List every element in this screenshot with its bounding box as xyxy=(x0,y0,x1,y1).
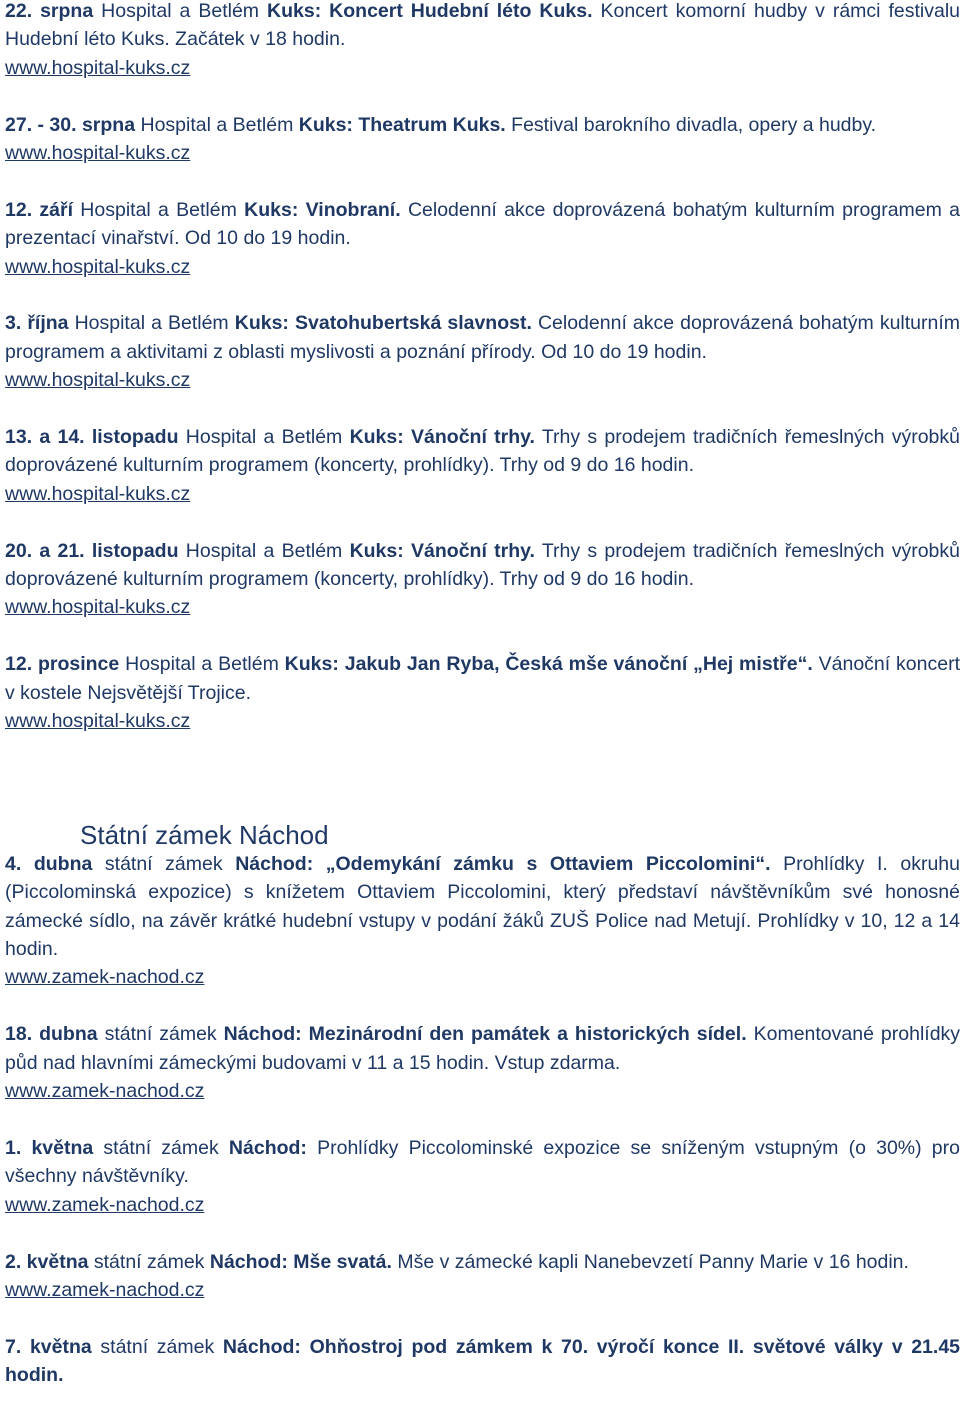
event-date: 2. května xyxy=(5,1250,89,1273)
event-link[interactable]: www.zamek-nachod.cz xyxy=(5,1278,205,1301)
event-title: Ohňostroj pod zámkem k 70. výročí konce II. světové války v 21.45 hodin. xyxy=(5,1335,960,1387)
event-link[interactable]: www.hospital-kuks.cz xyxy=(5,482,191,505)
event-date: 12. prosince xyxy=(5,653,120,676)
event-place: Náchod: xyxy=(223,1023,302,1046)
event-date: 13. a 14. listopadu xyxy=(5,426,179,449)
event-text xyxy=(5,537,960,594)
event-title: Vánoční trhy. xyxy=(411,426,535,449)
event-place: Kuks: xyxy=(349,539,404,562)
event-entry xyxy=(5,1134,960,1219)
event-entry xyxy=(5,537,960,622)
event-place: Kuks: xyxy=(284,653,339,676)
event-text xyxy=(5,309,960,366)
event-date: 4. dubna xyxy=(5,852,93,875)
event-description: Koncert komorní hudby v rámci festivalu Hudební léto Kuks. Začátek v 18 hodin. xyxy=(5,0,960,51)
event-entry xyxy=(5,111,960,168)
event-place: Kuks: xyxy=(267,0,322,22)
event-venue: Hospital a Betlém xyxy=(101,0,260,22)
event-title: „Odemykání zámku s Ottaviem Piccolomini“. xyxy=(325,852,771,875)
event-venue: státní zámek xyxy=(100,1335,215,1358)
event-place: Náchod: xyxy=(222,1335,301,1358)
event-link[interactable]: www.hospital-kuks.cz xyxy=(5,596,191,619)
event-entry xyxy=(5,1248,960,1305)
event-date: 27. - 30. srpna xyxy=(5,113,136,136)
section-spacer xyxy=(5,764,960,820)
event-link[interactable]: www.hospital-kuks.cz xyxy=(5,369,191,392)
document-page xyxy=(5,0,960,1418)
event-place: Kuks: xyxy=(349,426,404,449)
event-entry xyxy=(5,850,960,992)
event-place: Kuks: xyxy=(244,198,299,221)
event-link[interactable]: www.hospital-kuks.cz xyxy=(5,255,191,278)
event-entry xyxy=(5,1333,960,1390)
event-description: Trhy s prodejem tradičních řemeslných výrobků doprovázené kulturním programem (koncerty, prohlídky). Trhy od 9 do 16 hodin. xyxy=(5,426,960,477)
event-description: Festival barokního divadla, opery a hudby. xyxy=(511,113,877,136)
event-description: Prohlídky I. okruhu (Piccolominská expozice) s knížetem Ottaviem Piccolomini, který představí návštěvníkům své honosné zámecké sídlo, na závěr krátké hudební vstupy v podání žáků ZUŠ Police nad Metují. Prohlídky v 10, 12 a 14 hodin. xyxy=(5,852,960,961)
event-place: Kuks: xyxy=(298,113,353,136)
event-title: Mezinárodní den památek a historických sídel. xyxy=(308,1023,747,1046)
event-link[interactable]: www.hospital-kuks.cz xyxy=(5,56,191,79)
event-venue: Hospital a Betlém xyxy=(125,653,279,676)
event-text xyxy=(5,423,960,480)
event-place: Kuks: xyxy=(234,312,289,335)
event-description: Prohlídky Piccolominské expozice se sníženým vstupným (o 30%) pro všechny návštěvníky. xyxy=(5,1136,960,1188)
event-description: Vánoční koncert v kostele Nejsvětější Trojice. xyxy=(5,653,960,704)
event-venue: Hospital a Betlém xyxy=(140,113,294,136)
event-description: Celodenní akce doprovázená bohatým kulturním programem a prezentací vinařství. Od 10 do 19 hodin. xyxy=(5,198,960,250)
event-venue: státní zámek xyxy=(104,1023,217,1046)
event-entry xyxy=(5,0,960,82)
event-venue: státní zámek xyxy=(93,1250,205,1273)
event-text xyxy=(5,196,960,253)
event-link[interactable]: www.zamek-nachod.cz xyxy=(5,1080,205,1103)
event-text xyxy=(5,111,960,139)
event-title: Vinobraní. xyxy=(305,198,401,221)
event-venue: státní zámek xyxy=(104,852,223,875)
event-title: Mše svatá. xyxy=(293,1250,392,1273)
event-venue: Hospital a Betlém xyxy=(185,539,343,562)
event-link[interactable]: www.zamek-nachod.cz xyxy=(5,1193,205,1216)
event-title: Koncert Hudební léto Kuks. xyxy=(329,0,593,22)
section-heading: Státní zámek Náchod xyxy=(80,819,329,850)
event-entry xyxy=(5,1020,960,1105)
event-link[interactable]: www.zamek-nachod.cz xyxy=(5,966,205,989)
event-date: 7. května xyxy=(5,1335,92,1358)
event-place: Náchod: xyxy=(228,1136,307,1159)
event-venue: Hospital a Betlém xyxy=(185,426,343,449)
event-link[interactable]: www.hospital-kuks.cz xyxy=(5,710,191,733)
event-date: 22. srpna xyxy=(5,0,94,22)
event-date: 3. října xyxy=(5,312,69,335)
event-text xyxy=(5,1134,960,1191)
event-entry xyxy=(5,196,960,281)
event-title: Jakub Jan Ryba, Česká mše vánoční „Hej mistře“. xyxy=(344,653,813,676)
event-text xyxy=(5,650,960,707)
event-text xyxy=(5,0,960,54)
event-description: Celodenní akce doprovázená bohatým kulturním programem a aktivitami z oblasti myslivosti a poznání přírody. Od 10 do 19 hodin. xyxy=(5,312,960,363)
event-description: Komentované prohlídky půd nad hlavními zámeckými budovami v 11 a 15 hodin. Vstup zdarma. xyxy=(5,1023,960,1074)
event-title: Vánoční trhy. xyxy=(411,539,535,562)
event-title: Svatohubertská slavnost. xyxy=(295,312,532,335)
event-text xyxy=(5,850,960,964)
event-entry xyxy=(5,309,960,394)
event-venue: Hospital a Betlém xyxy=(80,198,237,221)
event-entry xyxy=(5,650,960,735)
event-date: 12. září xyxy=(5,198,73,221)
event-date: 18. dubna xyxy=(5,1023,98,1046)
event-venue: Hospital a Betlém xyxy=(74,312,229,335)
event-description: Trhy s prodejem tradičních řemeslných výrobků doprovázené kulturním programem (koncerty, prohlídky). Trhy od 9 do 16 hodin. xyxy=(5,539,960,591)
event-entry xyxy=(5,423,960,508)
event-link[interactable]: www.hospital-kuks.cz xyxy=(5,142,191,165)
event-date: 1. května xyxy=(5,1136,94,1159)
event-venue: státní zámek xyxy=(103,1136,219,1159)
event-text xyxy=(5,1020,960,1077)
event-date: 20. a 21. listopadu xyxy=(5,539,179,562)
event-place: Náchod: xyxy=(235,852,314,875)
event-description: Mše v zámecké kapli Nanebevzetí Panny Marie v 16 hodin. xyxy=(397,1250,909,1273)
event-title: Theatrum Kuks. xyxy=(358,113,506,136)
event-place: Náchod: xyxy=(209,1250,288,1273)
event-text xyxy=(5,1333,960,1390)
event-text xyxy=(5,1248,960,1276)
